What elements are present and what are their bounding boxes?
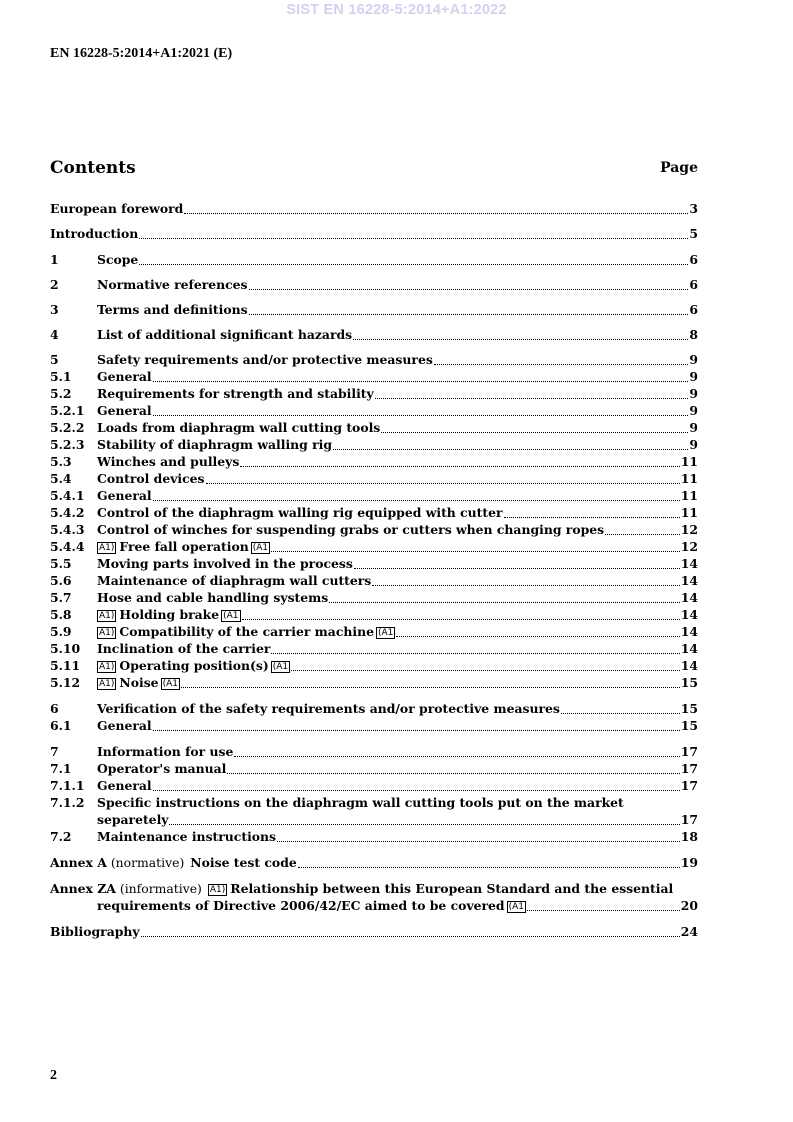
toc-entry-page: 18 <box>680 829 698 844</box>
amendment-start-marker: A1) <box>99 679 115 689</box>
toc-entry-page: 14 <box>680 607 698 622</box>
toc-entry-5-9[interactable] <box>50 624 698 641</box>
toc-entry-5-12[interactable] <box>50 675 698 692</box>
toc-entry-title: Control devices <box>97 471 205 486</box>
watermark: SIST EN 16228-5:2014+A1:2022 <box>286 2 507 18</box>
toc-entry-annex-a[interactable] <box>50 855 698 872</box>
toc-entry-title: Bibliography <box>50 924 140 939</box>
leader-dots <box>375 397 689 399</box>
toc-entry-number: 5.3 <box>50 454 72 469</box>
toc-entry-5-11[interactable] <box>50 658 698 675</box>
toc-entry-bibliography[interactable] <box>50 924 698 941</box>
toc-entry-title: Terms and definitions <box>97 302 248 317</box>
toc-entry-number: 5.12 <box>50 675 81 690</box>
toc-entry-number: 3 <box>50 302 59 317</box>
toc-entry-page: 15 <box>680 701 698 716</box>
leader-dots <box>291 669 680 671</box>
toc-entry-title: Winches and pulleys <box>97 454 240 469</box>
toc-entry-7-2[interactable] <box>50 829 698 846</box>
leader-dots <box>329 601 679 603</box>
toc-entry-5-4-3[interactable] <box>50 522 698 539</box>
leader-dots <box>206 482 680 484</box>
toc-entry-title: Noise test code <box>190 855 297 870</box>
toc-entry-title-continued: requirements of Directive 2006/42/EC aimed to be covered <box>97 898 505 913</box>
leader-dots <box>227 772 679 774</box>
toc-entry-title-wrap <box>97 675 180 690</box>
toc-entry-page: 11 <box>680 488 698 503</box>
toc-entry-page: 9 <box>689 386 698 401</box>
toc-entry-title: General <box>97 369 152 384</box>
toc-entry-title: Moving parts involved in the process <box>97 556 353 571</box>
toc-entry-title-wrap <box>97 898 526 913</box>
toc-entry-page: 3 <box>689 201 698 216</box>
amendment-start-marker: A1) <box>99 628 115 638</box>
leader-dots <box>141 935 680 937</box>
toc-entry-title: General <box>97 488 152 503</box>
toc-entry-title: Control of winches for suspending grabs or cutters when changing ropes <box>97 522 605 537</box>
toc-entry-5-2-1[interactable] <box>50 403 698 420</box>
toc-entry-title: Verification of the safety requirements and/or protective measures <box>97 701 560 716</box>
leader-dots <box>139 263 688 265</box>
toc-entry-number: 5.4 <box>50 471 72 486</box>
toc-entry-page: 9 <box>689 403 698 418</box>
toc-entry-page: 15 <box>680 718 698 733</box>
toc-entry-number: 7.1.2 <box>50 795 85 810</box>
toc-entry-page: 9 <box>689 352 698 367</box>
toc-entry-page: 12 <box>680 539 698 554</box>
toc-entry-page: 11 <box>680 471 698 486</box>
toc-entry-page: 9 <box>689 420 698 435</box>
contents-heading: Contents <box>50 158 136 178</box>
toc-entry-number: 5.4.1 <box>50 488 85 503</box>
toc-entry-number: 5.11 <box>50 658 81 673</box>
toc-entry-page: 14 <box>680 641 698 656</box>
leader-dots <box>181 686 680 688</box>
toc-entry-5-2-2[interactable] <box>50 420 698 437</box>
toc-entry-page: 17 <box>680 744 698 759</box>
toc-entry-5[interactable] <box>50 352 698 369</box>
toc-entry-3[interactable] <box>50 302 698 319</box>
leader-dots <box>353 338 688 340</box>
toc-entry-number: 5.4.2 <box>50 505 85 520</box>
toc-entry-5-6[interactable] <box>50 573 698 590</box>
toc-entry-foreword[interactable] <box>50 201 698 218</box>
toc-entry-title: European foreword <box>50 201 184 216</box>
leader-dots <box>184 212 688 214</box>
toc-entry-title: Noise <box>119 675 159 690</box>
toc-entry-page: 15 <box>680 675 698 690</box>
amendment-start-marker: A1) <box>209 885 226 895</box>
toc-entry-5-2-3[interactable] <box>50 437 698 454</box>
leader-dots <box>372 584 679 586</box>
toc-entry-5-5[interactable] <box>50 556 698 573</box>
leader-dots <box>234 755 679 757</box>
toc-entry-title: Maintenance of diaphragm wall cutters <box>97 573 372 588</box>
toc-entry-title: Information for use <box>97 744 234 759</box>
toc-entry-title: Stability of diaphragm walling rig <box>97 437 333 452</box>
toc-entry-annex-za[interactable] <box>50 881 698 898</box>
toc-entry-title: Relationship between this European Standard and the essential <box>230 881 674 896</box>
leader-dots <box>605 533 680 535</box>
toc-entry-title-wrap <box>97 539 270 554</box>
toc-entry-page: 14 <box>680 590 698 605</box>
toc-entry-title: General <box>97 778 152 793</box>
toc-entry-page: 6 <box>689 277 698 292</box>
toc-entry-title: Requirements for strength and stability <box>97 386 374 401</box>
toc-entry-number: 5.1 <box>50 369 72 384</box>
toc-entry-number: 5.2.2 <box>50 420 85 435</box>
toc-entry-title: Control of the diaphragm walling rig equipped with cutter <box>97 505 503 520</box>
toc-entry-7-1-2[interactable] <box>50 795 698 812</box>
page-column-label: Page <box>660 160 698 176</box>
leader-dots <box>249 288 689 290</box>
toc-entry-number: 5.2 <box>50 386 72 401</box>
leader-dots <box>504 516 680 518</box>
toc-entry-number: 5.10 <box>50 641 81 656</box>
toc-entry-title: Compatibility of the carrier machine <box>119 624 374 639</box>
leader-dots <box>396 635 679 637</box>
toc-entry-page: 14 <box>680 624 698 639</box>
toc-entry-page: 17 <box>680 812 698 827</box>
toc-entry-title: Hose and cable handling systems <box>97 590 329 605</box>
leader-dots <box>242 618 680 620</box>
toc-entry-5-8[interactable] <box>50 607 698 624</box>
leader-dots <box>249 313 689 315</box>
toc-entry-number: 5.9 <box>50 624 72 639</box>
toc-entry-title: General <box>97 718 152 733</box>
amendment-end-marker: (A1 <box>272 662 289 672</box>
toc-entry-title: Safety requirements and/or protective measures <box>97 352 433 367</box>
toc-entry-number: 5.7 <box>50 590 72 605</box>
leader-dots <box>381 431 688 433</box>
toc-entry-page: 9 <box>689 369 698 384</box>
leader-dots <box>153 499 680 501</box>
toc-entry-page: 14 <box>680 573 698 588</box>
toc-entry-7-1[interactable] <box>50 761 698 778</box>
toc-entry-number: 5.8 <box>50 607 72 622</box>
toc-entry-number: 6.1 <box>50 718 72 733</box>
toc-entry-page: 8 <box>689 327 698 342</box>
leader-dots <box>333 448 688 450</box>
toc-entry-5-4-2[interactable] <box>50 505 698 522</box>
amendment-start-marker: A1) <box>99 662 115 672</box>
toc-entry-7-1-2-cont[interactable] <box>50 812 698 829</box>
toc-entry-5-4[interactable] <box>50 471 698 488</box>
toc-entry-page: 24 <box>680 924 698 939</box>
toc-entry-number: 1 <box>50 252 59 267</box>
toc-entry-title-wrap <box>97 607 241 622</box>
toc-entry-page: 6 <box>689 302 698 317</box>
amendment-end-marker: (A1 <box>252 543 269 553</box>
leader-dots <box>271 550 680 552</box>
leader-dots <box>153 729 680 731</box>
leader-dots <box>561 712 680 714</box>
toc-entry-page: 14 <box>680 556 698 571</box>
toc-entry-title: List of additional significant hazards <box>97 327 353 342</box>
toc-entry-6-1[interactable] <box>50 718 698 735</box>
toc-entry-number: 5.4.4 <box>50 539 85 554</box>
leader-dots <box>271 652 679 654</box>
toc-entry-5-4-1[interactable] <box>50 488 698 505</box>
toc-entry-title: Inclination of the carrier <box>97 641 271 656</box>
leader-dots <box>153 789 680 791</box>
toc-entry-page: 9 <box>689 437 698 452</box>
toc-entry-page: 6 <box>689 252 698 267</box>
toc-entry-page: 17 <box>680 761 698 776</box>
toc-entry-number: 5.6 <box>50 573 72 588</box>
toc-entry-title: Introduction <box>50 226 139 241</box>
amendment-end-marker: (A1 <box>162 679 178 689</box>
toc-entry-title: Scope <box>97 252 139 267</box>
toc-entry-number: 6 <box>50 701 59 716</box>
toc-entry-4[interactable] <box>50 327 698 344</box>
toc-entry-title: General <box>97 403 152 418</box>
toc-entry-title-continued: separetely <box>97 812 169 827</box>
toc-entry-number: 7.1 <box>50 761 72 776</box>
toc-entry-7[interactable] <box>50 744 698 761</box>
page-number: 2 <box>50 1068 57 1083</box>
toc-entry-page: 11 <box>680 454 698 469</box>
leader-dots <box>527 909 680 911</box>
toc-entry-number: 5 <box>50 352 59 367</box>
toc-annex-note: (informative) <box>119 881 202 896</box>
toc-entry-title: Loads from diaphragm wall cutting tools <box>97 420 381 435</box>
toc-entry-5-3[interactable] <box>50 454 698 471</box>
amendment-start-marker: A1) <box>99 543 115 553</box>
toc-entry-annex-za-cont[interactable] <box>50 898 698 915</box>
toc-entry-number: 7 <box>50 744 59 759</box>
toc-entry-number: 5.5 <box>50 556 72 571</box>
toc-entry-number: 5.2.3 <box>50 437 85 452</box>
toc-entry-title: Normative references <box>97 277 248 292</box>
toc-entry-number: 5.2.1 <box>50 403 85 418</box>
amendment-end-marker: (A1 <box>223 611 239 621</box>
toc-entry-title: Operating position(s) <box>119 658 269 673</box>
toc-entry-number: 7.1.1 <box>50 778 85 793</box>
toc-entry-page: 20 <box>680 898 698 913</box>
toc-entry-title: Holding brake <box>119 607 220 622</box>
toc-entry-number: 5.4.3 <box>50 522 85 537</box>
toc-annex-note: (normative) <box>110 855 185 870</box>
toc-entry-title: Free fall operation <box>119 539 249 554</box>
toc-entry-page: 12 <box>680 522 698 537</box>
amendment-start-marker: A1) <box>99 611 115 621</box>
toc-entry-page: 17 <box>680 778 698 793</box>
leader-dots <box>240 465 679 467</box>
leader-dots <box>434 363 689 365</box>
toc-entry-number: 7.2 <box>50 829 72 844</box>
toc-entry-7-1-1[interactable] <box>50 778 698 795</box>
amendment-end-marker: (A1 <box>377 628 394 638</box>
toc-entry-2[interactable] <box>50 277 698 294</box>
document-id: EN 16228-5:2014+A1:2021 (E) <box>50 46 233 61</box>
toc-entry-title: Maintenance instructions <box>97 829 277 844</box>
toc-entry-page: 11 <box>680 505 698 520</box>
toc-entry-5-4-4[interactable] <box>50 539 698 556</box>
leader-dots <box>298 866 680 868</box>
toc-entry-title-wrap <box>208 881 673 896</box>
toc-annex-label: Annex A <box>50 855 107 870</box>
toc-annex-label: Annex ZA <box>50 881 116 896</box>
leader-dots <box>139 237 688 239</box>
toc-entry-5-10[interactable] <box>50 641 698 658</box>
toc-entry-page: 5 <box>689 226 698 241</box>
toc-entry-number: 2 <box>50 277 59 292</box>
toc-entry-page: 19 <box>680 855 698 870</box>
toc-entry-title: Operator's manual <box>97 761 227 776</box>
leader-dots <box>169 823 679 825</box>
toc-entry-1[interactable] <box>50 252 698 269</box>
toc-entry-5-2[interactable] <box>50 386 698 403</box>
toc-entry-5-1[interactable] <box>50 369 698 386</box>
toc-entry-5-7[interactable] <box>50 590 698 607</box>
toc-entry-number: 4 <box>50 327 59 342</box>
toc-entry-title-wrap <box>97 658 290 673</box>
leader-dots <box>277 840 680 842</box>
amendment-end-marker: (A1 <box>508 902 525 912</box>
toc-entry-title: Specific instructions on the diaphragm wall cutting tools put on the market <box>97 795 624 810</box>
toc-entry-6[interactable] <box>50 701 698 718</box>
leader-dots <box>153 414 689 416</box>
leader-dots <box>153 380 689 382</box>
toc-entry-introduction[interactable] <box>50 226 698 243</box>
toc-entry-title-wrap <box>97 624 395 639</box>
toc-entry-page: 14 <box>680 658 698 673</box>
leader-dots <box>354 567 680 569</box>
